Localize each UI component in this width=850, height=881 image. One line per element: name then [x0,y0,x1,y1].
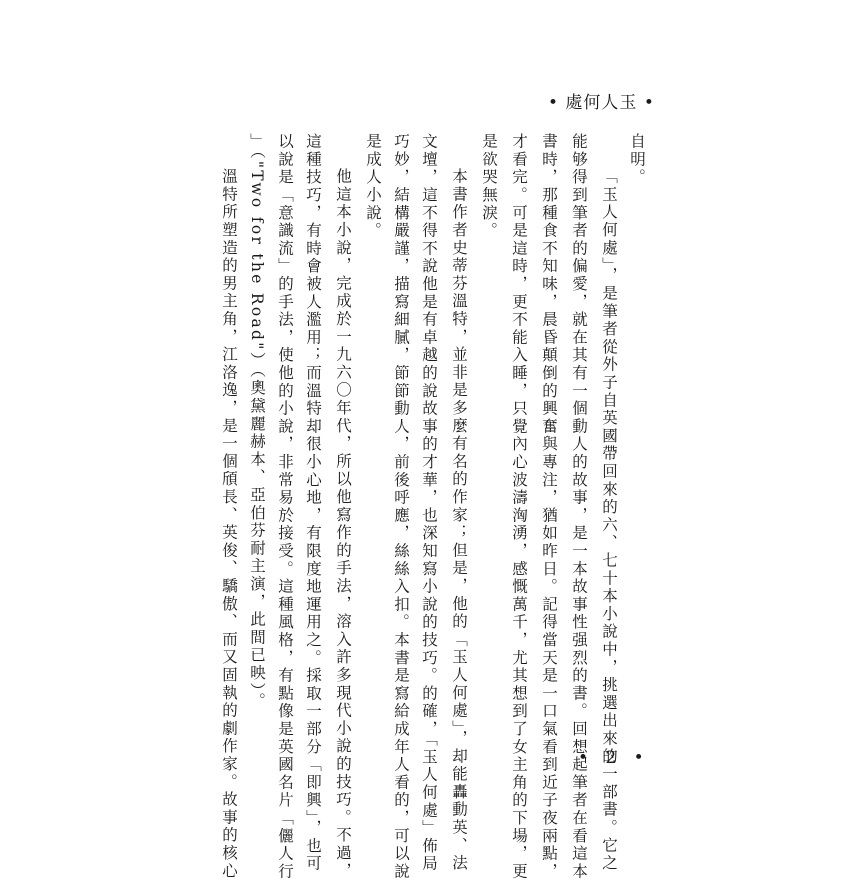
text-column-10: 是成人小說。 [364,133,382,240]
text-column-5: 才看完。可是這時，更不能入睡，只覺內心波濤洶湧，感慨萬千，尤其想到了女主角的下場，更 [510,133,528,881]
page-number: • 2 • [578,748,650,768]
text-column-7: 本書作者史蒂芬溫特，並非是多麼有名的作家；但是，他的「玉人何處」，却能轟動英、法 [450,168,468,873]
text-column-11: 他這本小說，完成於一九六〇年代，所以他寫作的手法，溶入許多現代小說的技巧。不過， [334,168,352,880]
text-column-4: 書時，那種食不知味，晨昏顛倒的興奮與專注，猶如昨日。記得當天是一口氣看到近子夜兩點， [540,133,558,881]
text-column-13: 以說是「意識流」的手法，使他的小說，非常易於接受。這種風格，有點像是英國名片「儷人行 [276,133,294,881]
text-column-15: 溫特所塑造的男主角，江洛逸，是一個頎長、英俊、驕傲、而又固執的劇作家。故事的核心 [220,168,238,880]
text-column-6: 是欲哭無淚。 [480,133,498,240]
text-column-3: 能够得到筆者的偏愛，就在其有一個動人的故事，是一本故事性强烈的書。回想起筆者在看這本 [570,133,588,881]
text-column-2: 「玉人何處」，是筆者從外子自英國帶回來的六、七十本小說中，挑選出來的一部書。它之 [600,168,618,873]
text-column-1: 自明。 [628,133,646,187]
text-column-14: 」（"Two for the Road"）（奧黛麗赫本、亞伯芬耐主演，此間已映）。 [248,133,266,711]
text-column-8: 文壇，這不得不說他是有卓越的說故事的才華，也深知寫小說的技巧。的確，「玉人何處」佈局 [420,133,438,873]
running-head-title: • 處何人玉 • [548,93,655,113]
text-column-9: 巧妙，結構嚴謹，描寫細膩，節節動人，前後呼應，絲絲入扣。本書是寫給成年人看的，可以說 [392,133,410,881]
text-column-12: 這種技巧，有時會被人濫用；而溫特却很小心地，有限度地運用之。採取一部分「即興」，也可 [304,133,322,873]
